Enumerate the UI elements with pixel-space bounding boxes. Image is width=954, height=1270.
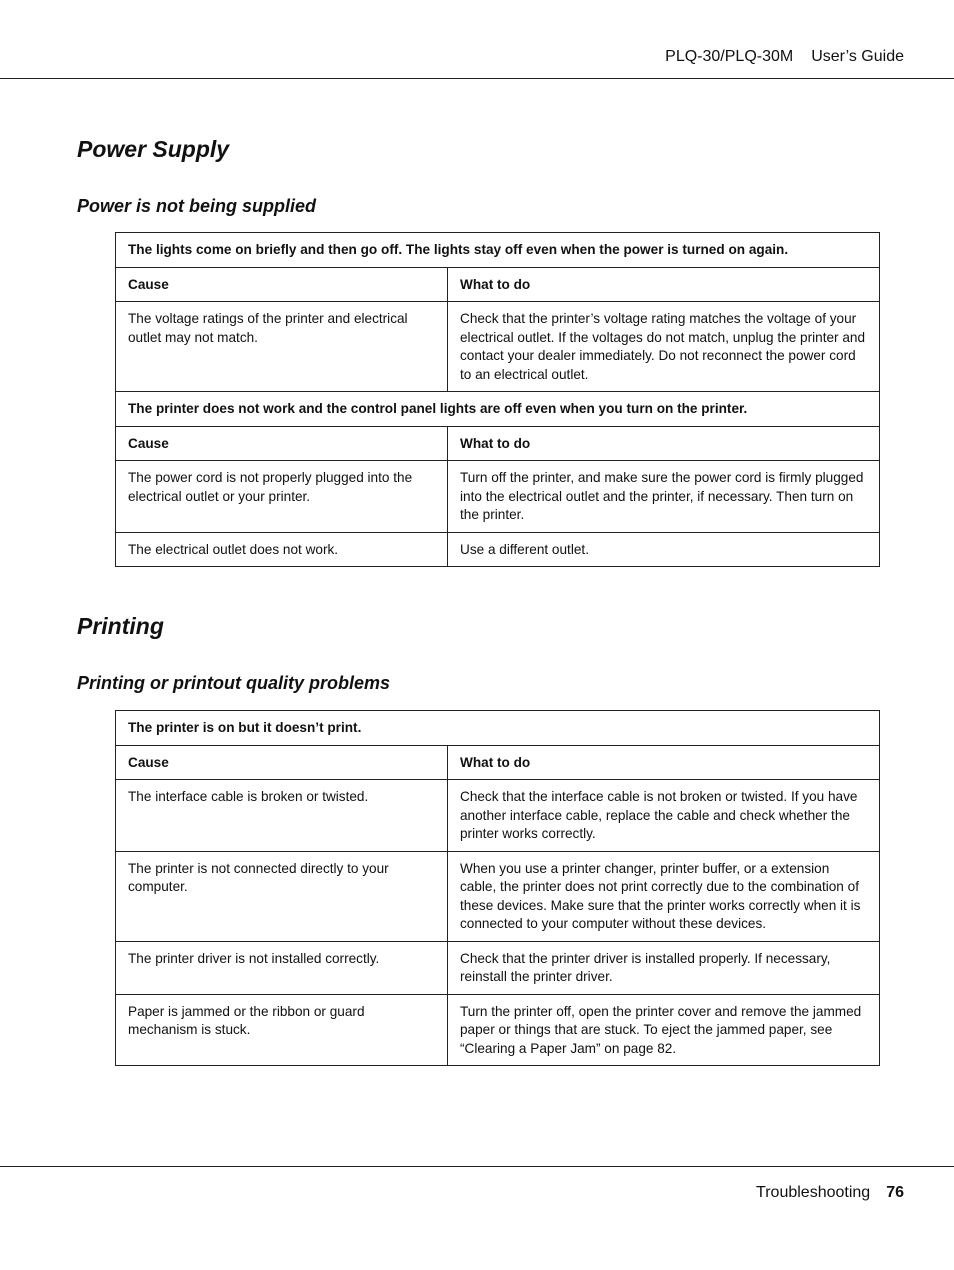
- column-header-row: [116, 745, 880, 780]
- cause-cell: The voltage ratings of the printer and electrical outlet may not match.: [116, 302, 448, 392]
- table-row: [116, 302, 880, 392]
- header-guide-title: User’s Guide: [811, 48, 904, 65]
- what-to-do-cell: Check that the interface cable is not broken or twisted. If you have another interface cable, replace the cable and check whether the printer works correctly.: [448, 780, 880, 852]
- table-row: [116, 994, 880, 1066]
- symptom-title: The printer is on but it doesn’t print.: [116, 711, 880, 746]
- table-title-row: [116, 392, 880, 427]
- what-to-do-cell: Use a different outlet.: [448, 532, 880, 567]
- power-troubleshooting-table: [115, 232, 880, 567]
- subheading-printout-quality: Printing or printout quality problems: [77, 673, 390, 693]
- what-to-do-column-header: What to do: [448, 426, 880, 461]
- what-to-do-column-header: What to do: [448, 745, 880, 780]
- printing-troubleshooting-table: [115, 710, 880, 1066]
- section-heading-power-supply: Power Supply: [77, 136, 230, 162]
- page-header: [665, 48, 904, 66]
- what-to-do-column-header: What to do: [448, 267, 880, 302]
- cause-cell: The interface cable is broken or twisted.: [116, 780, 448, 852]
- column-header-row: [116, 426, 880, 461]
- symptom-title: The printer does not work and the control panel lights are off even when you turn on the printer.: [116, 392, 880, 427]
- table-row: [116, 532, 880, 567]
- cause-cell: The printer driver is not installed correctly.: [116, 941, 448, 994]
- cause-column-header: Cause: [116, 267, 448, 302]
- what-to-do-cell: Turn off the printer, and make sure the power cord is firmly plugged into the electrical outlet and the printer, if necessary. Then turn on the printer.: [448, 461, 880, 533]
- table-row: [116, 851, 880, 941]
- what-to-do-cell: Check that the printer’s voltage rating matches the voltage of your electrical outlet. If the voltages do not match, unplug the printer and contact your dealer immediately. Do not reconnect the power cord to an electrical outlet.: [448, 302, 880, 392]
- cause-column-header: Cause: [116, 426, 448, 461]
- table-title-row: [116, 233, 880, 268]
- page-footer: [756, 1184, 904, 1202]
- header-model: PLQ-30/PLQ-30M: [665, 48, 794, 65]
- footer-section-name: Troubleshooting: [756, 1184, 871, 1201]
- column-header-row: [116, 267, 880, 302]
- table-title-row: [116, 711, 880, 746]
- what-to-do-cell: Turn the printer off, open the printer cover and remove the jammed paper or things that are stuck. To eject the jammed paper, see “Clearing a Paper Jam” on page 82.: [448, 994, 880, 1066]
- table-row: [116, 941, 880, 994]
- footer-divider: [0, 1166, 954, 1167]
- symptom-title: The lights come on briefly and then go off. The lights stay off even when the power is turned on again.: [116, 233, 880, 268]
- what-to-do-cell: When you use a printer changer, printer buffer, or a extension cable, the printer does not print correctly due to the combination of these devices. Make sure that the printer works correctly when it is connected to your computer without these devices.: [448, 851, 880, 941]
- cause-cell: The power cord is not properly plugged into the electrical outlet or your printer.: [116, 461, 448, 533]
- cause-cell: Paper is jammed or the ribbon or guard mechanism is stuck.: [116, 994, 448, 1066]
- table-row: [116, 780, 880, 852]
- subheading-power-not-supplied: Power is not being supplied: [77, 196, 317, 216]
- table-row: [116, 461, 880, 533]
- cause-cell: The electrical outlet does not work.: [116, 532, 448, 567]
- cause-column-header: Cause: [116, 745, 448, 780]
- page-number: 76: [886, 1184, 904, 1201]
- what-to-do-cell: Check that the printer driver is installed properly. If necessary, reinstall the printer driver.: [448, 941, 880, 994]
- cause-cell: The printer is not connected directly to your computer.: [116, 851, 448, 941]
- header-divider: [0, 78, 954, 79]
- section-heading-printing: Printing: [77, 613, 164, 639]
